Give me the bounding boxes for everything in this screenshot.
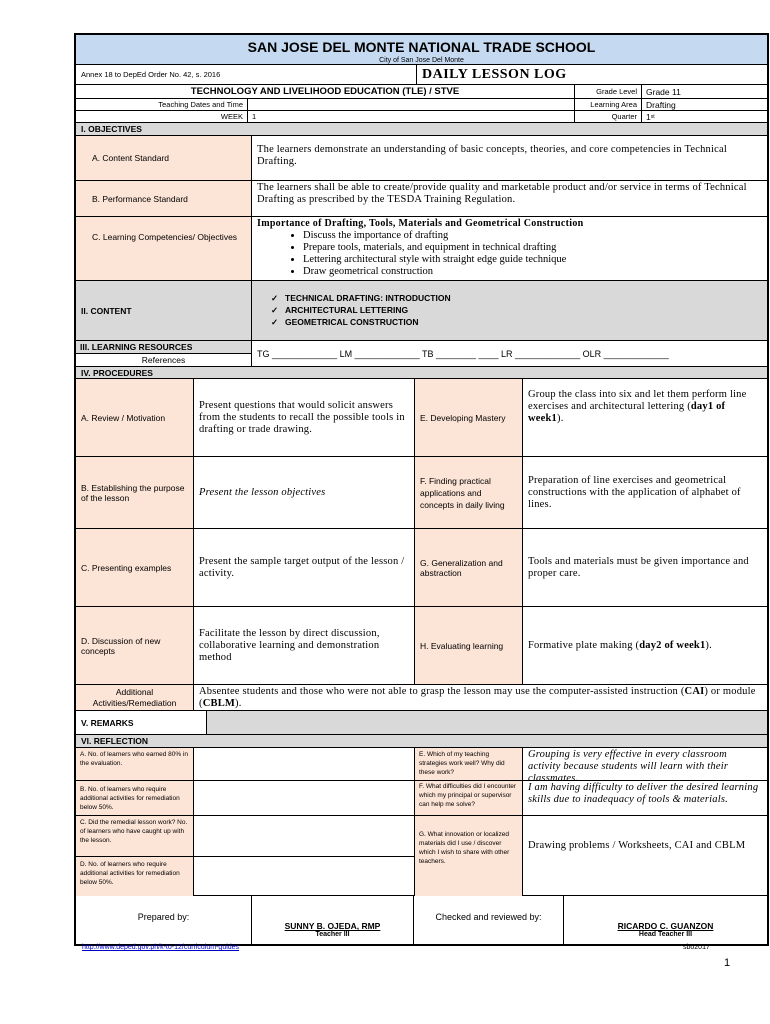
resources-labels bbox=[76, 341, 252, 366]
competency-item: • Draw geometrical construction bbox=[303, 266, 762, 278]
reflection-section: VI. REFLECTION bbox=[76, 735, 767, 748]
resources-row bbox=[76, 341, 767, 367]
reflection-a-value bbox=[194, 748, 414, 781]
procedures-section: IV. PROCEDURES bbox=[76, 367, 767, 379]
teaching-dates-value bbox=[248, 99, 575, 110]
city-name: City of San Jose Del Monte bbox=[379, 57, 464, 64]
reflection-b-label: B. No. of learners who require additional activities for remediation below 50%. bbox=[76, 781, 193, 816]
subject-row bbox=[76, 85, 767, 99]
content-standard-row bbox=[76, 136, 767, 181]
presenting-examples-text: Present the sample target output of the lesson / activity. bbox=[194, 529, 415, 606]
annex-row bbox=[76, 65, 767, 85]
content-standard-label: A. Content Standard bbox=[76, 136, 252, 180]
additional-activities-text bbox=[194, 685, 767, 710]
reflection-c-label: C. Did the remedial lesson work? No. of learners who have caught up with the lesson. bbox=[76, 816, 193, 857]
content-item-text: TECHNICAL DRAFTING: INTRODUCTION bbox=[285, 293, 451, 303]
reflection-left-values bbox=[194, 748, 415, 895]
learning-area-value: Drafting bbox=[646, 99, 676, 110]
discussion-text: Facilitate the lesson by direct discussion, collaborative learning and demonstration method bbox=[194, 607, 415, 684]
footer-code: sbo2017 bbox=[683, 944, 710, 951]
purpose-text: Present the lesson objectives bbox=[194, 457, 415, 528]
purpose-label: B. Establishing the purpose of the lesson bbox=[76, 457, 194, 528]
references-label: References bbox=[141, 355, 186, 365]
content-row bbox=[76, 281, 767, 341]
reflection-b-value bbox=[194, 781, 414, 816]
cai-text: CAI bbox=[684, 686, 705, 697]
additional-activities-label: Additional Activities/Remediation bbox=[76, 685, 194, 710]
evaluating-text-bold: day2 of week1 bbox=[639, 639, 706, 651]
practical-applications-text: Preparation of line exercises and geometrical constructions with the application of alphabet of lines. bbox=[528, 474, 741, 510]
practical-applications-label: F. Finding practical applications and concepts in daily living bbox=[415, 457, 523, 528]
remarks-row bbox=[76, 711, 767, 735]
reflection-c-value bbox=[194, 816, 414, 857]
grade-level-label: Grade Level bbox=[575, 85, 642, 98]
signature-row bbox=[76, 896, 767, 944]
evaluating-text-part: Formative plate making ( bbox=[528, 639, 640, 651]
presenting-examples-label: C. Presenting examples bbox=[76, 529, 194, 606]
developing-mastery-label: E. Developing Mastery bbox=[415, 379, 523, 456]
mastery-text-end: ). bbox=[557, 413, 564, 424]
check-icon: ✓ bbox=[271, 293, 279, 303]
generalization-text: Tools and materials must be given importance and proper care. bbox=[528, 555, 749, 579]
resources-line: TG _____________ LM _____________ TB ________ ____ LR _____________ OLR _____________ bbox=[257, 348, 669, 359]
review-label: A. Review / Motivation bbox=[76, 379, 194, 456]
checked-by-label: Checked and reviewed by: bbox=[414, 896, 564, 944]
competencies-content bbox=[252, 217, 767, 280]
checked-name: RICARDO C. GUANZON bbox=[617, 921, 714, 931]
procedure-row-d bbox=[76, 607, 767, 685]
performance-standard-row bbox=[76, 181, 767, 217]
resources-label: III. LEARNING RESOURCES bbox=[76, 341, 251, 354]
competencies-list bbox=[257, 230, 762, 278]
reflection-e-label: E. Which of my teaching strategies work well? Why did these work? bbox=[415, 748, 522, 781]
grade-level-value: Grade 11 bbox=[646, 86, 681, 97]
competency-item: • Discuss the importance of drafting bbox=[303, 230, 762, 242]
reflection-block bbox=[76, 748, 767, 896]
discussion-label: D. Discussion of new concepts bbox=[76, 607, 194, 684]
evaluating-label: H. Evaluating learning bbox=[415, 607, 523, 684]
prepared-name: SUNNY B. OJEDA, RMP bbox=[284, 921, 381, 931]
doc-title: DAILY LESSON LOG bbox=[422, 66, 567, 82]
developing-mastery-text bbox=[523, 379, 767, 456]
evaluating-text-end: ). bbox=[705, 639, 712, 651]
competencies-label: C. Learning Competencies/ Objectives bbox=[76, 217, 252, 280]
checked-signature bbox=[564, 896, 767, 944]
week-label: WEEK bbox=[76, 111, 248, 122]
week-row bbox=[76, 111, 767, 123]
quarter-value bbox=[642, 111, 767, 122]
lesson-log-sheet bbox=[74, 33, 769, 946]
remarks-label: V. REMARKS bbox=[76, 711, 207, 734]
reflection-g-text: Drawing problems / Worksheets, CAI and CBLM bbox=[528, 840, 746, 851]
teaching-dates-label: Teaching Dates and Time bbox=[76, 99, 248, 110]
school-name: SAN JOSE DEL MONTE NATIONAL TRADE SCHOOL bbox=[247, 39, 596, 55]
generalization-label: G. Generalization and abstraction bbox=[415, 529, 523, 606]
dates-row bbox=[76, 99, 767, 111]
additional-text-part: Absentee students and those who were not able to grasp the lesson may use the computer-assisted instruction ( bbox=[199, 686, 685, 697]
checked-title: Head Teacher III bbox=[638, 931, 693, 938]
reflection-f-label: F. What difficulties did I encounter which my principal or supervisor can help me solve? bbox=[415, 781, 522, 816]
competency-item: • Prepare tools, materials, and equipment in technical drafting bbox=[303, 242, 762, 254]
prepared-by-label: Prepared by: bbox=[76, 896, 252, 944]
content-item bbox=[271, 316, 762, 328]
week-value: 1 bbox=[248, 111, 575, 122]
content-items bbox=[252, 281, 767, 340]
reflection-a-label: A. No. of learners who earned 80% in the evaluation. bbox=[76, 748, 193, 781]
competency-item: • Lettering architectural style with straight edge guide technique bbox=[303, 254, 762, 266]
prepared-signature bbox=[252, 896, 414, 944]
content-list bbox=[257, 292, 762, 328]
content-item-text: GEOMETRICAL CONSTRUCTION bbox=[285, 317, 419, 327]
reflection-d-value bbox=[194, 857, 414, 896]
quarter-label: Quarter bbox=[575, 111, 642, 122]
evaluating-text bbox=[523, 607, 767, 684]
annex-text: Annex 18 to DepEd Order No. 42, s. 2016 bbox=[76, 65, 417, 84]
cblm-text: CBLM bbox=[202, 698, 236, 709]
school-header bbox=[76, 35, 767, 65]
prepared-title: Teacher III bbox=[315, 931, 350, 938]
performance-standard-label: B. Performance Standard bbox=[76, 181, 252, 216]
procedure-row-a bbox=[76, 379, 767, 457]
page-number: 1 bbox=[724, 957, 731, 969]
reflection-right-values bbox=[523, 748, 767, 895]
content-item bbox=[271, 304, 762, 316]
objectives-section: I. OBJECTIVES bbox=[76, 123, 767, 136]
remarks-value bbox=[207, 711, 767, 734]
procedure-row-b bbox=[76, 457, 767, 529]
reflection-f-text: I am having difficulty to deliver the desired learning skills due to inadequacy of tools & materials. bbox=[523, 781, 767, 816]
reflection-g-label: G. What innovation or localized materials did I use / discover which I wish to share with other teachers. bbox=[415, 816, 522, 896]
content-item-text: ARCHITECTURAL LETTERING bbox=[285, 305, 409, 315]
quarter-suffix: st bbox=[650, 113, 655, 120]
content-item bbox=[271, 292, 762, 304]
check-icon: ✓ bbox=[271, 317, 279, 327]
additional-activities-row bbox=[76, 685, 767, 711]
competencies-row bbox=[76, 217, 767, 281]
reflection-e-text: Grouping is very effective in every classroom activity because students will learn with their classmates. bbox=[523, 748, 767, 781]
additional-text-end: ). bbox=[235, 698, 242, 709]
check-icon: ✓ bbox=[271, 305, 279, 315]
competencies-title: Importance of Drafting, Tools, Materials and Geometrical Construction bbox=[257, 218, 584, 229]
additional-text-mid: ) or module ( bbox=[199, 686, 756, 709]
content-standard-text: The learners demonstrate an understanding of basic concepts, theories, and core competencies in Technical Drafting. bbox=[257, 144, 727, 167]
performance-standard-text: The learners shall be able to create/provide quality and marketable product and/or service in terms of Technical Drafting as prescribed by the TESDA Training Regulation. bbox=[257, 182, 747, 205]
subject-title: TECHNOLOGY AND LIVELIHOOD EDUCATION (TLE) / STVE bbox=[76, 85, 575, 98]
quarter-number: 1 bbox=[646, 111, 651, 122]
procedure-row-c bbox=[76, 529, 767, 607]
review-text: Present questions that would solicit answers from the students to recall the possible tools in drafting or trade drawing. bbox=[194, 379, 415, 456]
reflection-left-labels bbox=[76, 748, 194, 895]
reflection-right-labels bbox=[415, 748, 523, 895]
curriculum-guides-link[interactable]: http://www.deped.gov.ph/k-to-12/curriculum-guides bbox=[82, 944, 240, 951]
mastery-text-part: Group the class into six and let them perform line exercises and architectural lettering ( bbox=[528, 389, 747, 412]
learning-area-label: Learning Area bbox=[575, 99, 642, 110]
reflection-d-label: D. No. of learners who require additional activities for remediation below 50%. bbox=[76, 857, 193, 896]
mastery-text-bold: day1 of week1 bbox=[528, 401, 726, 424]
content-label: II. CONTENT bbox=[76, 281, 252, 340]
